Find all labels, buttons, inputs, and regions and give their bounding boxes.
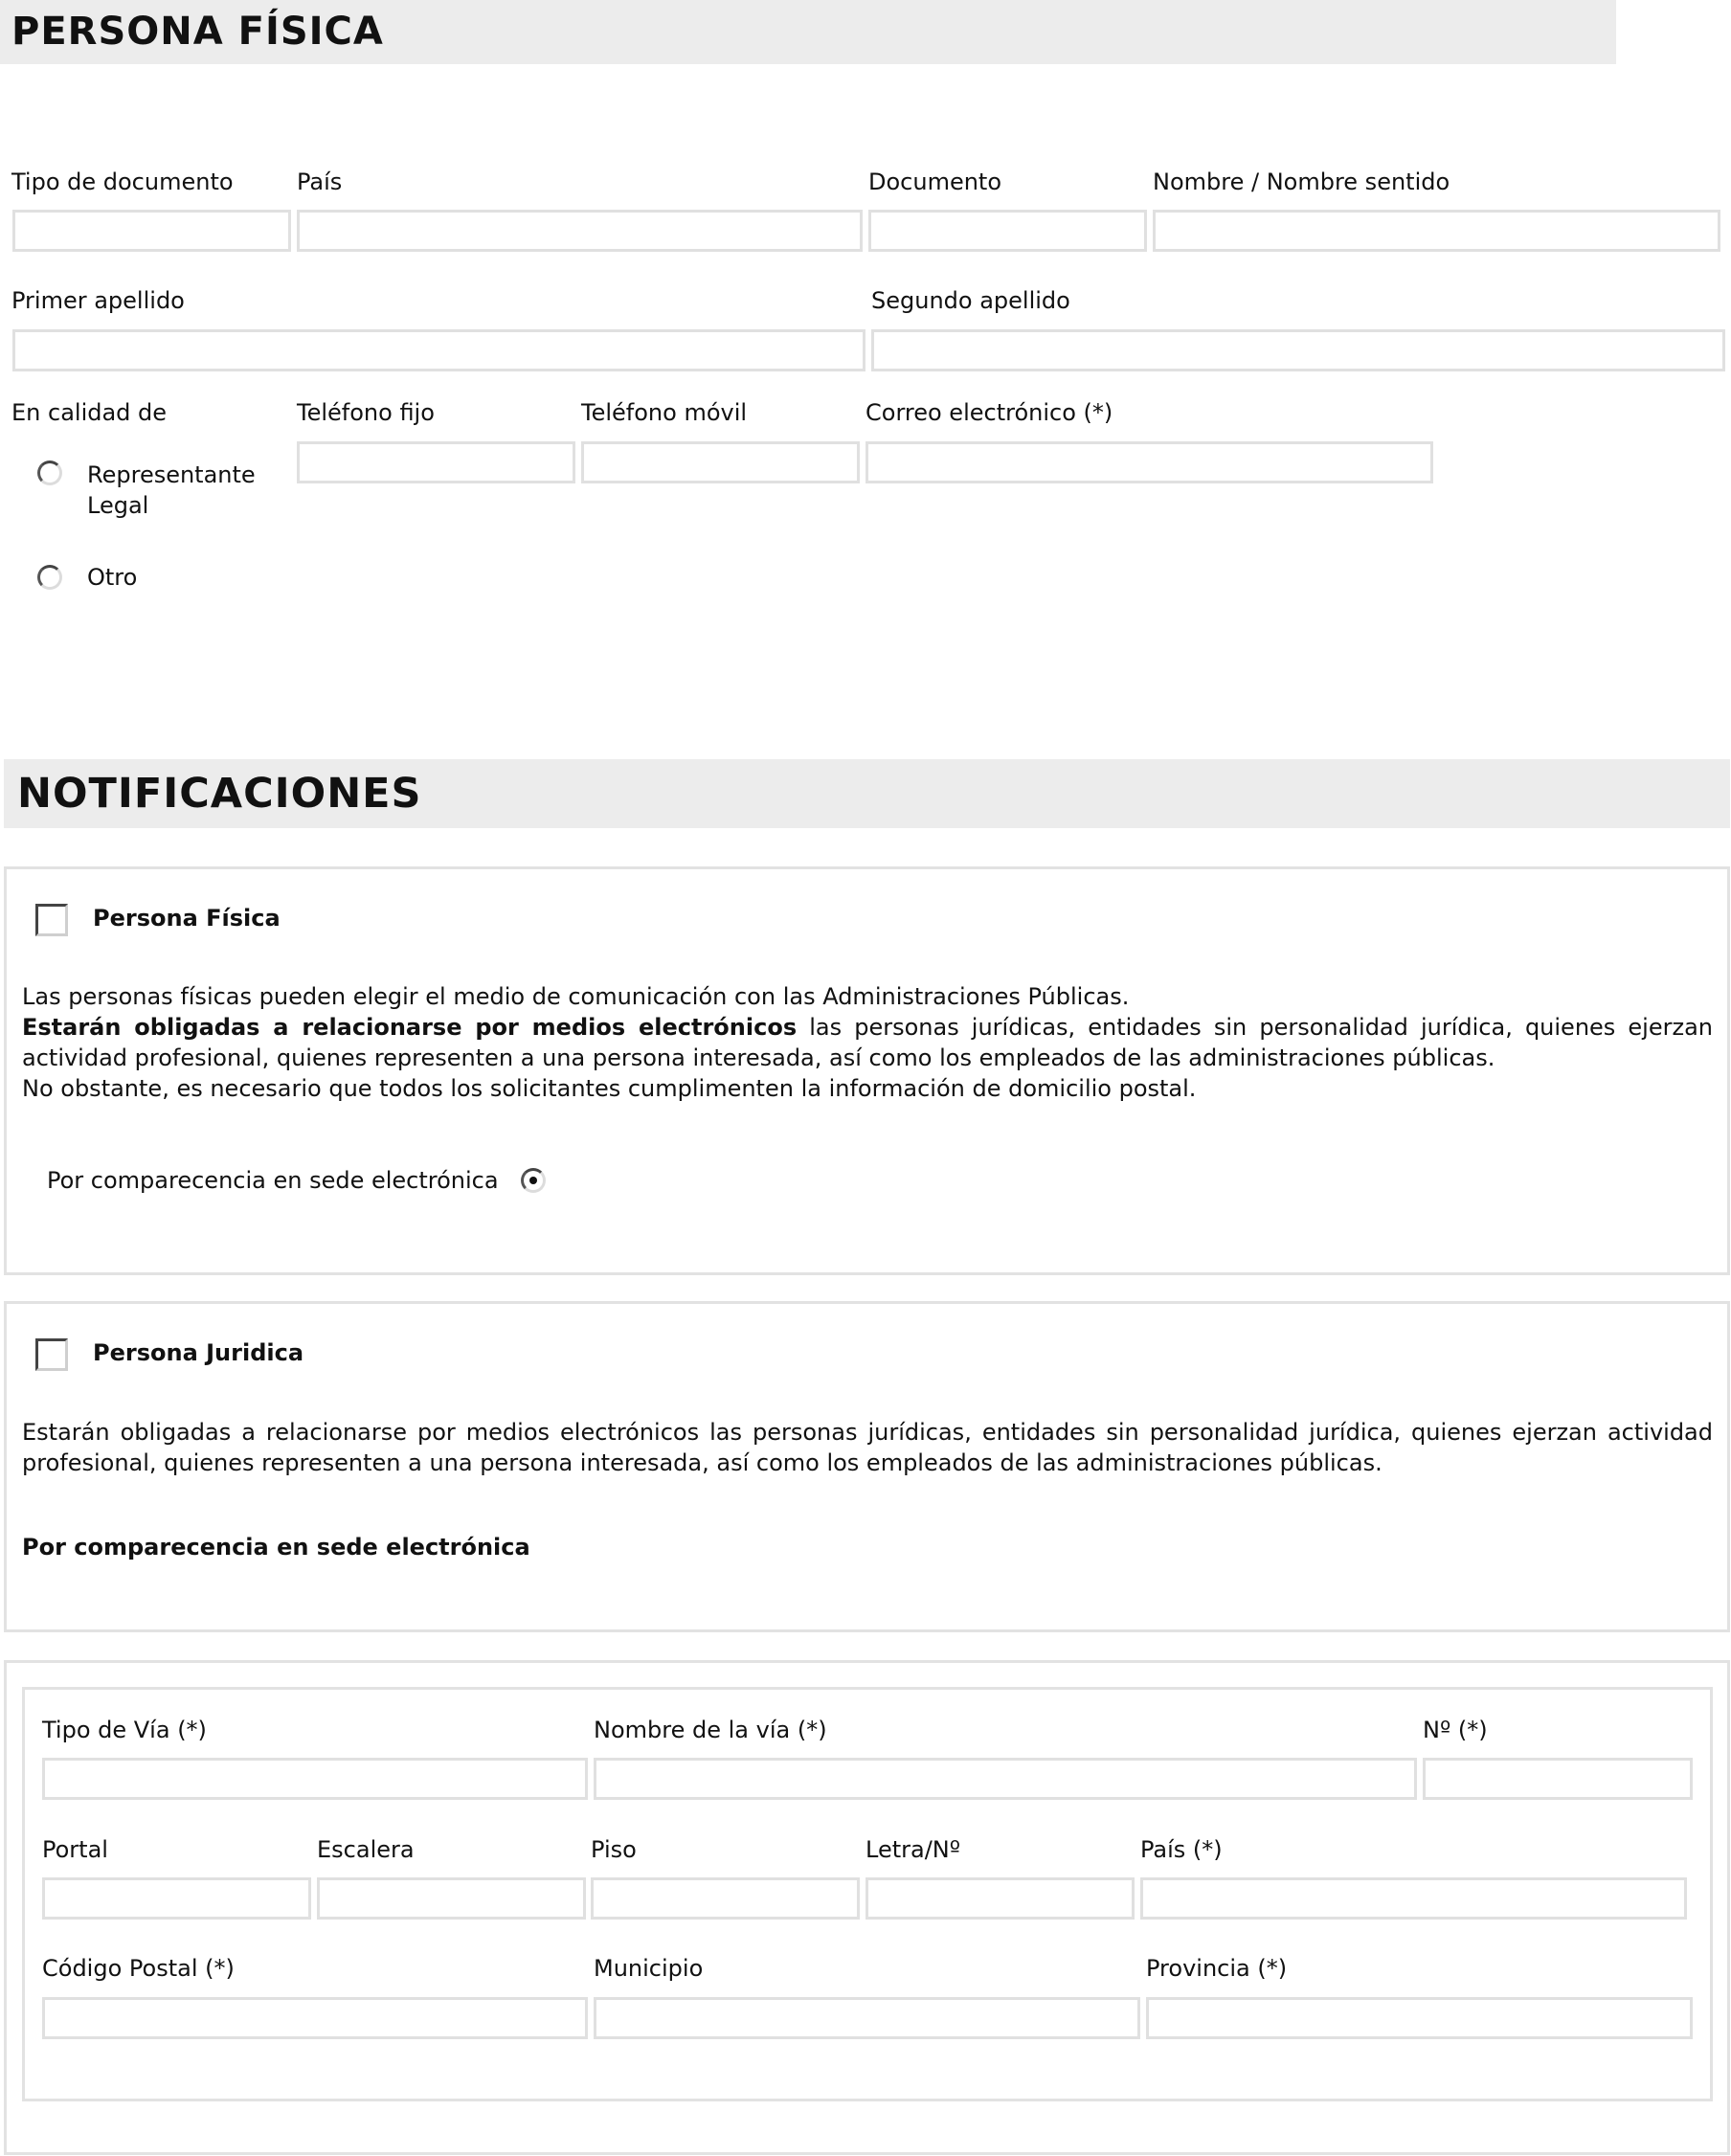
persona-fisica-checkbox[interactable] bbox=[35, 904, 68, 936]
notificaciones-header: NOTIFICACIONES bbox=[4, 759, 1730, 828]
primer-apellido-label: Primer apellido bbox=[11, 287, 185, 314]
persona-fisica-line2-bold: Estarán obligadas a relacionarse por medios electrónicos bbox=[22, 1014, 798, 1041]
persona-fisica-description bbox=[22, 981, 1713, 1104]
telefono-movil-label: Teléfono móvil bbox=[581, 399, 748, 426]
sede-electronica-radio[interactable] bbox=[521, 1168, 546, 1193]
tipo-via-label: Tipo de Vía (*) bbox=[42, 1717, 207, 1743]
numero-label: Nº (*) bbox=[1423, 1717, 1488, 1743]
persona-fisica-line2 bbox=[22, 1012, 1713, 1073]
representante-legal-radio[interactable] bbox=[37, 460, 62, 485]
telefono-fijo-label: Teléfono fijo bbox=[297, 399, 435, 426]
segundo-apellido-input[interactable] bbox=[871, 329, 1725, 371]
persona-fisica-line1: Las personas físicas pueden elegir el medio de comunicación con las Administraciones Públicas. bbox=[22, 983, 1130, 1010]
pais-label: País bbox=[297, 168, 343, 195]
escalera-label: Escalera bbox=[317, 1836, 415, 1863]
piso-label: Piso bbox=[591, 1836, 637, 1863]
persona-fisica-line2-rest: las personas jurídicas, entidades sin personalidad jurídica, quienes ejerzan actividad profesional, quienes representen a una persona interesada, así como los empleados de las administraciones públicas. bbox=[22, 1014, 1713, 1071]
piso-input[interactable] bbox=[591, 1877, 860, 1920]
primer-apellido-input[interactable] bbox=[12, 329, 866, 371]
domicilio-pais-label: País (*) bbox=[1140, 1836, 1223, 1863]
otro-label: Otro bbox=[87, 564, 138, 591]
numero-input[interactable] bbox=[1423, 1758, 1693, 1800]
correo-input[interactable] bbox=[866, 441, 1433, 483]
letra-label: Letra/Nº bbox=[866, 1836, 961, 1863]
persona-juridica-description: Estarán obligadas a relacionarse por medios electrónicos las personas jurídicas, entidades sin personalidad jurídica, quienes ejerzan actividad profesional, quienes representen a una persona interesada, así como los empleados de las administraciones públicas. bbox=[22, 1419, 1713, 1476]
sede-electronica-option-label: Por comparecencia en sede electrónica bbox=[47, 1167, 499, 1194]
escalera-input[interactable] bbox=[317, 1877, 586, 1920]
tipo-documento-label: Tipo de documento bbox=[11, 168, 234, 195]
persona-fisica-label: Persona Física bbox=[93, 905, 281, 932]
correo-label: Correo electrónico (*) bbox=[866, 399, 1113, 426]
portal-input[interactable] bbox=[42, 1877, 311, 1920]
documento-label: Documento bbox=[868, 168, 1002, 195]
tipo-documento-input[interactable] bbox=[12, 210, 291, 252]
representante-legal-label: Representante Legal bbox=[87, 461, 256, 519]
persona-juridica-option-label: Por comparecencia en sede electrónica bbox=[22, 1534, 530, 1561]
telefono-movil-input[interactable] bbox=[581, 441, 860, 483]
nombre-input[interactable] bbox=[1153, 210, 1720, 252]
letra-input[interactable] bbox=[866, 1877, 1135, 1920]
persona-juridica-label: Persona Juridica bbox=[93, 1339, 304, 1366]
telefono-fijo-input[interactable] bbox=[297, 441, 575, 483]
otro-radio[interactable] bbox=[37, 565, 62, 590]
domicilio-pais-input[interactable] bbox=[1140, 1877, 1687, 1920]
portal-label: Portal bbox=[42, 1836, 108, 1863]
nombre-via-label: Nombre de la vía (*) bbox=[594, 1717, 827, 1743]
persona-fisica-line3: No obstante, es necesario que todos los solicitantes cumplimenten la información de domicilio postal. bbox=[22, 1075, 1197, 1102]
segundo-apellido-label: Segundo apellido bbox=[871, 287, 1070, 314]
provincia-label: Provincia (*) bbox=[1146, 1955, 1288, 1982]
persona-fisica-header: PERSONA FÍSICA bbox=[0, 0, 1616, 64]
en-calidad-de-label: En calidad de bbox=[11, 399, 168, 426]
municipio-input[interactable] bbox=[594, 1997, 1140, 2039]
tipo-via-input[interactable] bbox=[42, 1758, 588, 1800]
nombre-via-input[interactable] bbox=[594, 1758, 1417, 1800]
documento-input[interactable] bbox=[868, 210, 1147, 252]
pais-input[interactable] bbox=[297, 210, 863, 252]
nombre-label: Nombre / Nombre sentido bbox=[1153, 168, 1450, 195]
codigo-postal-input[interactable] bbox=[42, 1997, 588, 2039]
provincia-input[interactable] bbox=[1146, 1997, 1693, 2039]
municipio-label: Municipio bbox=[594, 1955, 704, 1982]
persona-juridica-checkbox[interactable] bbox=[35, 1338, 68, 1371]
codigo-postal-label: Código Postal (*) bbox=[42, 1955, 235, 1982]
